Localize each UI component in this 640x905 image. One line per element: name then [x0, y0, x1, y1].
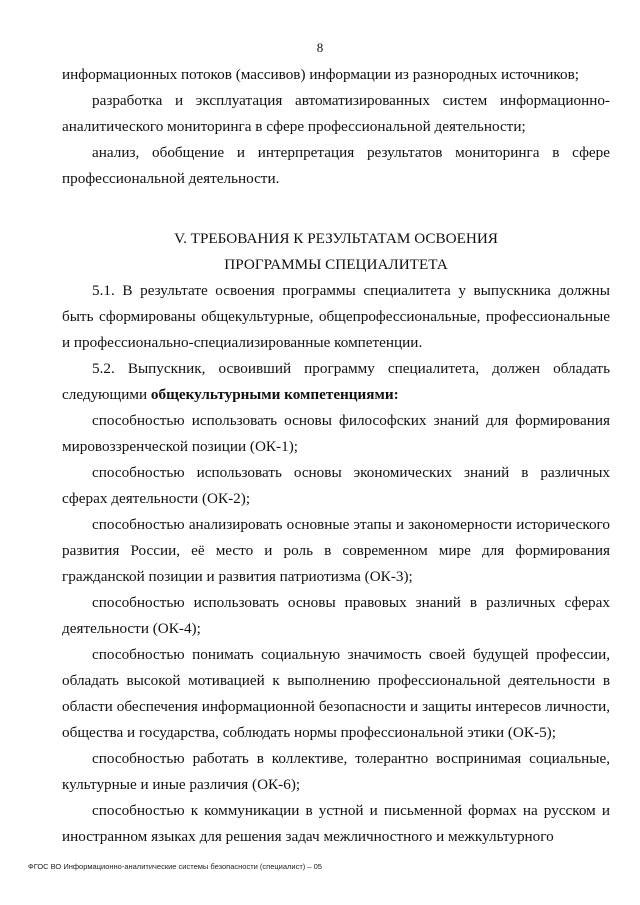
competency-ok-4: способностью использовать основы правовых знаний в различных сферах деятельности (ОК-4);	[62, 594, 610, 637]
paragraph-5-1: 5.1. В результате освоения программы специалитета у выпускника должны быть сформированы общекультурные, общепрофессиональные, профессиональные и профессионально-специализированные компетенции.	[62, 282, 610, 351]
paragraph-continuation: информационных потоков (массивов) информации из разнородных источников;	[62, 66, 579, 83]
competency-ok-6: способностью работать в коллективе, толерантно воспринимая социальные, культурные и иные различия (ОК-6);	[62, 750, 610, 793]
document-body	[62, 62, 610, 850]
paragraph-5-2	[62, 356, 610, 408]
competency-ok-5: способностью понимать социальную значимость своей будущей профессии, обладать высокой мотивацией к выполнению профессиональной деятельности в области обеспечения информационной безопасности и защиты интересов личности, общества и государства, соблюдать нормы профессиональной этики (ОК-5);	[62, 646, 610, 741]
competency-ok-2: способностью использовать основы экономических знаний в различных сферах деятельности (ОК-2);	[62, 464, 610, 507]
paragraph-analysis: анализ, обобщение и интерпретация результатов мониторинга в сфере профессиональной деятельности.	[62, 144, 610, 187]
paragraph-5-2-bold: общекультурными компетенциями:	[150, 386, 399, 403]
section-heading	[62, 226, 610, 278]
competency-ok-7-partial: способностью к коммуникации в устной и письменной формах на русском и иностранном языках для решения задач межличностного и межкультурного	[62, 802, 610, 845]
competency-ok-3: способностью анализировать основные этапы и закономерности исторического развития России, её место и роль в современном мире для формирования гражданской позиции и развития патриотизма (ОК-3);	[62, 516, 610, 585]
section-heading-line-2: ПРОГРАММЫ СПЕЦИАЛИТЕТА	[224, 256, 448, 273]
page-footer: ФГОС ВО Информационно-аналитические системы безопасности (специалист) – 05	[28, 862, 322, 871]
paragraph-5-2-text: 5.2. Выпускник, освоивший программу специалитета, должен обладать следующими	[62, 360, 610, 403]
page-number: 8	[316, 40, 324, 55]
competency-ok-1: способностью использовать основы философских знаний для формирования мировоззренческой позиции (ОК-1);	[62, 412, 610, 455]
paragraph-development: разработка и эксплуатация автоматизированных систем информационно-аналитического мониторинга в сфере профессиональной деятельности;	[62, 92, 610, 135]
section-heading-line-1: V. ТРЕБОВАНИЯ К РЕЗУЛЬТАТАМ ОСВОЕНИЯ	[174, 230, 498, 247]
